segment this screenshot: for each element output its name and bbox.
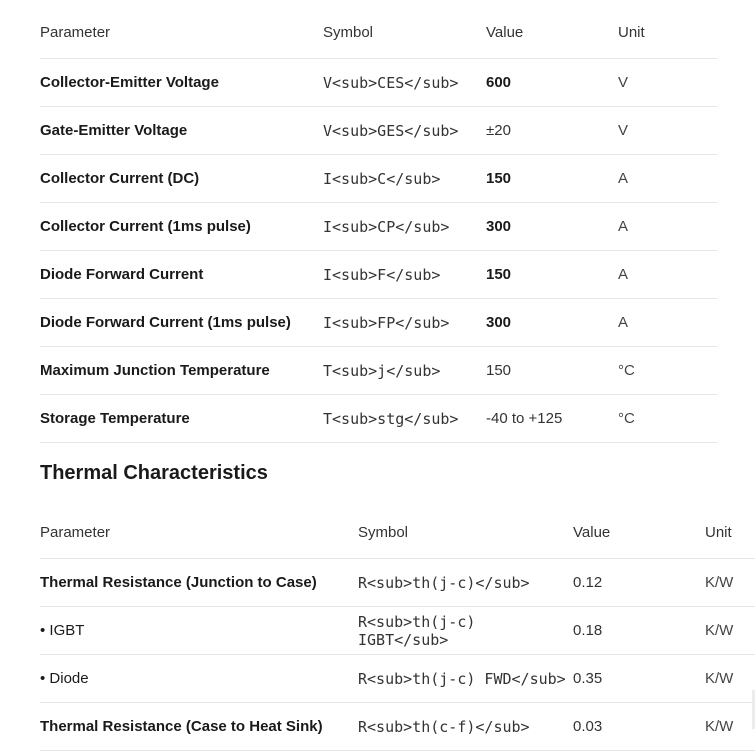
unit-cell: A — [618, 203, 717, 251]
section-heading-thermal: Thermal Characteristics — [40, 462, 268, 484]
unit-cell: K/W — [705, 655, 755, 703]
symbol-cell: V<sub>CES</sub> — [323, 59, 486, 107]
symbol-cell: I<sub>C</sub> — [323, 155, 486, 203]
parameter-cell: Thermal Resistance (Junction to Case) — [40, 559, 358, 607]
unit-cell: °C — [618, 347, 717, 395]
header-value: Value — [486, 23, 524, 41]
table-row — [40, 607, 755, 655]
unit-cell: K/W — [705, 703, 755, 751]
symbol-cell: R<sub>th(j-c) FWD</sub> — [358, 655, 573, 703]
symbol-cell: V<sub>GES</sub> — [323, 107, 486, 155]
unit-cell: K/W — [705, 607, 755, 655]
value-cell: -40 to +125 — [486, 395, 618, 443]
unit-cell: A — [618, 299, 717, 347]
parameter-cell: Collector Current (DC) — [40, 155, 323, 203]
value-cell: 300 — [486, 299, 618, 347]
value-cell: 150 — [486, 251, 618, 299]
unit-cell: V — [618, 59, 717, 107]
header-value: Value — [573, 523, 611, 541]
symbol-cell: I<sub>FP</sub> — [323, 299, 486, 347]
value-cell: 0.35 — [573, 655, 705, 703]
table-row — [40, 299, 717, 347]
parameter-cell: Collector Current (1ms pulse) — [40, 203, 323, 251]
header-parameter: Parameter — [40, 523, 111, 541]
symbol-cell: R<sub>th(j-c) IGBT</sub> — [358, 607, 573, 655]
value-cell: 0.03 — [573, 703, 705, 751]
table-row — [40, 251, 717, 299]
absolute-ratings-table — [40, 6, 717, 443]
unit-cell: K/W — [705, 559, 755, 607]
table-row — [40, 655, 755, 703]
parameter-cell: • Diode — [40, 655, 358, 703]
table-row — [40, 107, 717, 155]
table-row — [40, 347, 717, 395]
unit-cell: °C — [618, 395, 717, 443]
symbol-cell: T<sub>j</sub> — [323, 347, 486, 395]
parameter-cell: Thermal Resistance (Case to Heat Sink) — [40, 703, 358, 751]
value-cell: 150 — [486, 155, 618, 203]
header-symbol: Symbol — [358, 523, 409, 541]
parameter-cell: Diode Forward Current (1ms pulse) — [40, 299, 323, 347]
table-header-row — [40, 506, 755, 559]
parameter-cell: Storage Temperature — [40, 395, 323, 443]
symbol-cell: R<sub>th(j-c)</sub> — [358, 559, 573, 607]
unit-cell: V — [618, 107, 717, 155]
table-row — [40, 703, 755, 751]
parameter-cell: Maximum Junction Temperature — [40, 347, 323, 395]
value-cell: 300 — [486, 203, 618, 251]
header-unit: Unit — [705, 523, 732, 541]
value-cell: 600 — [486, 59, 618, 107]
parameter-cell: Gate-Emitter Voltage — [40, 107, 323, 155]
parameter-cell: • IGBT — [40, 607, 358, 655]
thermal-characteristics-table — [40, 506, 755, 751]
table-row — [40, 395, 717, 443]
value-cell: 0.18 — [573, 607, 705, 655]
table-header-row — [40, 6, 717, 59]
table-row — [40, 203, 717, 251]
parameter-cell: Diode Forward Current — [40, 251, 323, 299]
symbol-cell: I<sub>F</sub> — [323, 251, 486, 299]
table-row — [40, 59, 717, 107]
header-parameter: Parameter — [40, 23, 111, 41]
header-unit: Unit — [618, 23, 645, 41]
table-row — [40, 559, 755, 607]
value-cell: ±20 — [486, 107, 618, 155]
unit-cell: A — [618, 251, 717, 299]
value-cell: 150 — [486, 347, 618, 395]
unit-cell: A — [618, 155, 717, 203]
symbol-cell: I<sub>CP</sub> — [323, 203, 486, 251]
value-cell: 0.12 — [573, 559, 705, 607]
symbol-cell: R<sub>th(c-f)</sub> — [358, 703, 573, 751]
table-row — [40, 155, 717, 203]
symbol-cell: T<sub>stg</sub> — [323, 395, 486, 443]
header-symbol: Symbol — [323, 23, 374, 41]
parameter-cell: Collector-Emitter Voltage — [40, 59, 323, 107]
